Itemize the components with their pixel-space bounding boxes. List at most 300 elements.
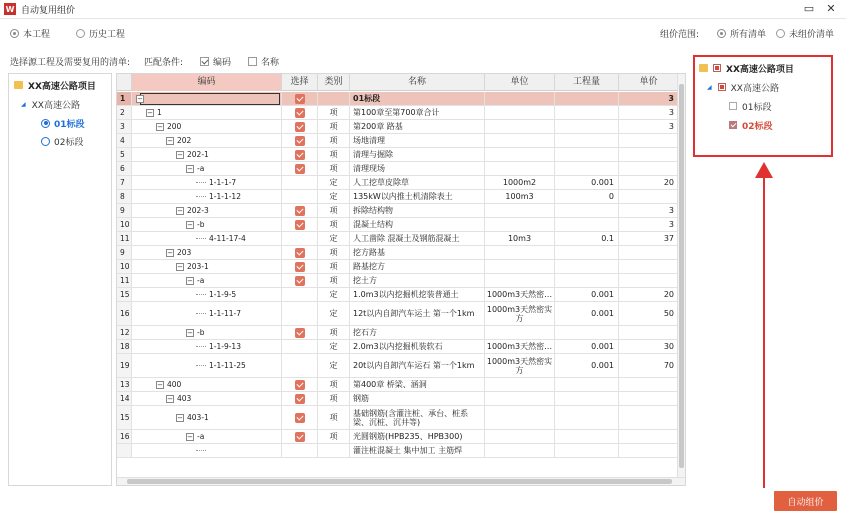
header-code[interactable]: 编码 <box>132 74 282 91</box>
collapse-toggle-icon[interactable]: − <box>157 380 163 389</box>
row-number: 11 <box>117 274 132 287</box>
code-text: 1-1-11-25 <box>209 361 246 370</box>
select-cell <box>282 354 318 377</box>
collapse-toggle-icon[interactable]: − <box>187 164 193 173</box>
code-text: 203-1 <box>187 262 209 271</box>
unit-price-cell <box>619 134 679 147</box>
radio-label: 本工程 <box>23 29 51 40</box>
unit-price-cell: 20 <box>619 288 679 301</box>
code-text: 400 <box>167 380 182 389</box>
unit-cell: 1000m3天然密… <box>485 340 555 353</box>
select-checkbox-icon[interactable] <box>295 206 305 216</box>
app-logo-icon: W <box>5 4 15 14</box>
cell-selection-outline <box>140 93 280 105</box>
select-cell <box>282 218 318 231</box>
quantity-cell: 0.001 <box>555 302 619 325</box>
unit-cell <box>485 392 555 405</box>
unit-cell <box>485 106 555 119</box>
table-row[interactable] <box>117 232 685 246</box>
code-cell <box>132 162 282 175</box>
unit-price-cell: 3 <box>619 204 679 217</box>
unit-price-cell: 3 <box>619 218 679 231</box>
code-cell <box>132 406 282 429</box>
code-cell <box>132 354 282 377</box>
annotation-arrow-icon <box>752 160 776 490</box>
quantity-cell: 0.001 <box>555 176 619 189</box>
select-checkbox-icon[interactable] <box>295 262 305 272</box>
tree-connector <box>196 294 206 295</box>
select-checkbox-icon[interactable] <box>295 394 305 404</box>
radio-dot-icon <box>717 29 726 38</box>
select-cell <box>282 148 318 161</box>
tree-item-label: 02标段 <box>742 121 773 132</box>
select-checkbox-icon[interactable] <box>295 94 305 104</box>
radio-history-project[interactable] <box>76 27 125 40</box>
code-cell <box>132 392 282 405</box>
target-project-tree <box>693 55 833 157</box>
maximize-button[interactable]: ▭ <box>803 2 815 15</box>
checkbox-icon[interactable] <box>729 121 737 129</box>
unit-price-cell: 50 <box>619 302 679 325</box>
select-cell <box>282 274 318 287</box>
type-cell: 项 <box>318 106 350 119</box>
unit-cell <box>485 430 555 443</box>
select-cell <box>282 340 318 353</box>
name-cell: 混凝土结构 <box>350 218 485 231</box>
vertical-scroll-thumb[interactable] <box>679 84 684 468</box>
select-cell <box>282 106 318 119</box>
select-cell <box>282 92 318 105</box>
type-cell: 项 <box>318 204 350 217</box>
name-cell: 挖土方 <box>350 274 485 287</box>
code-cell <box>132 218 282 231</box>
select-checkbox-icon[interactable] <box>295 164 305 174</box>
tree-connector <box>196 313 206 314</box>
code-text: 200 <box>167 122 182 131</box>
code-text: 403-1 <box>187 413 209 422</box>
unit-cell: 1000m2 <box>485 176 555 189</box>
table-row[interactable] <box>117 392 685 406</box>
auto-price-button[interactable]: 自动组价 <box>774 491 837 511</box>
select-checkbox-icon[interactable] <box>295 328 305 338</box>
quantity-cell <box>555 246 619 259</box>
row-number: 19 <box>117 354 132 377</box>
horizontal-scrollbar[interactable] <box>117 477 685 485</box>
type-cell: 项 <box>318 274 350 287</box>
collapse-toggle-icon[interactable]: − <box>147 108 153 117</box>
select-checkbox-icon[interactable] <box>295 136 305 146</box>
code-cell <box>132 444 282 457</box>
unit-price-cell <box>619 260 679 273</box>
tree-connector <box>196 346 206 347</box>
quantity-cell <box>555 260 619 273</box>
table-row[interactable] <box>117 120 685 134</box>
code-cell <box>132 92 282 105</box>
select-cell <box>282 246 318 259</box>
select-checkbox-icon[interactable] <box>295 108 305 118</box>
quantity-cell <box>555 218 619 231</box>
tree-connector <box>196 182 206 183</box>
code-cell <box>132 106 282 119</box>
header-unit-price[interactable]: 单价 <box>619 74 679 91</box>
row-number <box>117 444 132 457</box>
row-number: 12 <box>117 326 132 339</box>
unit-cell <box>485 162 555 175</box>
type-cell: 项 <box>318 326 350 339</box>
code-text: -b <box>197 220 205 229</box>
unit-cell <box>485 120 555 133</box>
type-cell <box>318 92 350 105</box>
source-project-tree <box>8 73 112 486</box>
collapse-toggle-icon[interactable]: − <box>177 206 183 215</box>
radio-dot-icon <box>41 137 50 146</box>
table-row[interactable] <box>117 406 685 430</box>
name-cell: 人工凿除 混凝土及钢筋混凝土 <box>350 232 485 245</box>
tree-item-project[interactable] <box>14 77 96 93</box>
tree-item-highway[interactable] <box>707 79 779 95</box>
header-quantity[interactable]: 工程量 <box>555 74 619 91</box>
row-number: 15 <box>117 288 132 301</box>
title-bar <box>0 0 846 19</box>
select-checkbox-icon[interactable] <box>295 220 305 230</box>
code-cell <box>132 340 282 353</box>
name-cell: 135kW以内推土机清除表土 <box>350 190 485 203</box>
match-code-checkbox[interactable] <box>200 55 231 68</box>
name-cell: 场地清理 <box>350 134 485 147</box>
unit-price-cell: 37 <box>619 232 679 245</box>
quantity-cell <box>555 162 619 175</box>
radio-dot-icon <box>41 119 50 128</box>
name-cell: 2.0m3以内挖掘机装软石 <box>350 340 485 353</box>
code-cell <box>132 204 282 217</box>
table-row[interactable] <box>117 176 685 190</box>
tree-item-label: 01标段 <box>742 102 772 113</box>
collapse-toggle-icon[interactable]: − <box>187 276 193 285</box>
type-cell: 项 <box>318 120 350 133</box>
tree-item-label: 01标段 <box>54 119 85 130</box>
expand-triangle-icon[interactable]: ◢ <box>707 83 712 91</box>
name-cell: 清理与掘除 <box>350 148 485 161</box>
tree-item-section-01[interactable] <box>41 115 85 131</box>
close-button[interactable]: ✕ <box>826 2 836 15</box>
table-row[interactable] <box>117 288 685 302</box>
code-text: -a <box>197 276 205 285</box>
tree-connector <box>196 196 206 197</box>
select-cell <box>282 260 318 273</box>
collapse-toggle-icon[interactable]: − <box>187 220 193 229</box>
tree-item-label: XX高速公路 <box>31 100 80 111</box>
row-number: 16 <box>117 430 132 443</box>
tree-connector <box>196 238 206 239</box>
code-text: 1-1-9-5 <box>209 290 237 299</box>
unit-cell: 10m3 <box>485 232 555 245</box>
type-cell: 定 <box>318 354 350 377</box>
tree-item-section-02[interactable] <box>729 117 773 133</box>
radio-dot-icon <box>776 29 785 38</box>
code-text: 1-1-11-7 <box>209 309 241 318</box>
select-cell <box>282 288 318 301</box>
tree-connector <box>196 450 206 451</box>
checkbox-icon <box>200 57 209 66</box>
unit-cell <box>485 92 555 105</box>
header-type[interactable]: 类别 <box>318 74 350 91</box>
code-text: -a <box>197 432 205 441</box>
code-cell <box>132 378 282 391</box>
code-text: 202-3 <box>187 206 209 215</box>
name-cell: 光圆钢筋(HPB235、HPB300) <box>350 430 485 443</box>
source-options-bar <box>0 22 846 44</box>
match-name-checkbox[interactable] <box>248 55 279 68</box>
type-cell: 项 <box>318 378 350 391</box>
code-text: -b <box>197 328 205 337</box>
collapse-toggle-icon[interactable]: − <box>167 394 173 403</box>
tree-item-project[interactable] <box>699 60 794 76</box>
unit-cell: 1000m3天然密实方 <box>485 302 555 325</box>
select-checkbox-icon[interactable] <box>295 276 305 286</box>
unit-cell <box>485 260 555 273</box>
select-checkbox-icon[interactable] <box>295 122 305 132</box>
horizontal-scroll-thumb[interactable] <box>127 479 672 484</box>
select-checkbox-icon[interactable] <box>295 380 305 390</box>
header-rownum <box>117 74 132 91</box>
row-number: 11 <box>117 232 132 245</box>
type-cell: 项 <box>318 260 350 273</box>
table-row[interactable] <box>117 246 685 260</box>
select-cell <box>282 392 318 405</box>
unit-cell <box>485 378 555 391</box>
name-cell: 12t以内自卸汽车运土 第一个1km <box>350 302 485 325</box>
price-range-label: 组价范围: <box>660 29 700 40</box>
header-name[interactable]: 名称 <box>350 74 485 91</box>
table-row[interactable] <box>117 430 685 444</box>
checkbox-icon[interactable] <box>713 64 721 72</box>
type-cell: 项 <box>318 148 350 161</box>
type-cell: 定 <box>318 232 350 245</box>
select-checkbox-icon[interactable] <box>295 248 305 258</box>
name-cell: 基础钢筋(含灌注桩、承台、桩系梁、沉桩、沉井等) <box>350 406 485 429</box>
checkbox-label: 编码 <box>213 57 232 68</box>
bill-items-grid <box>116 73 686 486</box>
vertical-scrollbar[interactable] <box>677 74 685 485</box>
collapse-toggle-icon[interactable]: − <box>177 150 183 159</box>
tree-item-highway[interactable] <box>21 96 80 112</box>
unit-price-cell <box>619 406 679 429</box>
quantity-cell: 0 <box>555 190 619 203</box>
type-cell: 项 <box>318 430 350 443</box>
table-row[interactable] <box>117 134 685 148</box>
quantity-cell <box>555 148 619 161</box>
unit-price-cell <box>619 378 679 391</box>
quantity-cell: 0.001 <box>555 340 619 353</box>
quantity-cell <box>555 392 619 405</box>
type-cell: 项 <box>318 406 350 429</box>
select-cell <box>282 190 318 203</box>
unit-price-cell <box>619 148 679 161</box>
tree-item-section-02[interactable] <box>41 133 83 149</box>
select-cell <box>282 134 318 147</box>
unit-cell <box>485 406 555 429</box>
header-select[interactable]: 选择 <box>282 74 318 91</box>
checkbox-icon[interactable] <box>729 102 737 110</box>
table-row[interactable] <box>117 148 685 162</box>
code-cell <box>132 274 282 287</box>
name-cell: 第200章 路基 <box>350 120 485 133</box>
tree-item-label: XX高速公路项目 <box>28 81 96 92</box>
row-number: 14 <box>117 392 132 405</box>
unit-cell <box>485 246 555 259</box>
quantity-cell: 0.001 <box>555 354 619 377</box>
table-row[interactable] <box>117 260 685 274</box>
select-cell <box>282 430 318 443</box>
unit-cell: 1000m3天然密实方 <box>485 354 555 377</box>
collapse-toggle-icon[interactable]: − <box>167 136 173 145</box>
quantity-cell <box>555 204 619 217</box>
table-row[interactable] <box>117 340 685 354</box>
quantity-cell <box>555 430 619 443</box>
select-cell <box>282 444 318 457</box>
quantity-cell <box>555 326 619 339</box>
unit-price-cell <box>619 162 679 175</box>
code-cell <box>132 302 282 325</box>
name-cell: 20t以内自卸汽车运石 第一个1km <box>350 354 485 377</box>
radio-this-project[interactable] <box>10 27 50 40</box>
table-row[interactable] <box>117 354 685 378</box>
code-cell <box>132 176 282 189</box>
quantity-cell <box>555 134 619 147</box>
quantity-cell <box>555 92 619 105</box>
checkbox-label: 名称 <box>261 57 280 68</box>
select-cell <box>282 162 318 175</box>
radio-label: 所有清单 <box>730 29 767 40</box>
tree-item-section-01[interactable] <box>729 98 771 114</box>
type-cell: 项 <box>318 162 350 175</box>
name-cell: 1.0m3以内挖掘机挖装普通土 <box>350 288 485 301</box>
name-cell: 第400章 桥梁、涵洞 <box>350 378 485 391</box>
code-cell <box>132 246 282 259</box>
table-row[interactable] <box>117 204 685 218</box>
expand-triangle-icon[interactable]: ◢ <box>21 100 26 108</box>
row-number: 7 <box>117 176 132 189</box>
row-number: 8 <box>117 190 132 203</box>
unit-price-cell <box>619 246 679 259</box>
row-number: 10 <box>117 218 132 231</box>
checkbox-icon <box>248 57 257 66</box>
row-number: 5 <box>117 148 132 161</box>
window-title: 自动复用组价 <box>21 5 76 16</box>
radio-unpriced-items[interactable] <box>776 27 834 40</box>
match-label: 匹配条件: <box>144 57 184 68</box>
table-row[interactable] <box>117 106 685 120</box>
select-cell <box>282 406 318 429</box>
unit-price-cell: 3 <box>619 106 679 119</box>
unit-cell: 1000m3天然密… <box>485 288 555 301</box>
quantity-cell <box>555 378 619 391</box>
select-checkbox-icon[interactable] <box>295 150 305 160</box>
select-cell <box>282 176 318 189</box>
code-cell <box>132 430 282 443</box>
table-row[interactable] <box>117 378 685 392</box>
quantity-cell <box>555 444 619 457</box>
collapse-toggle-icon[interactable]: − <box>137 94 143 103</box>
radio-dot-icon <box>10 29 19 38</box>
code-text: 1 <box>157 108 162 117</box>
name-cell: 挖方路基 <box>350 246 485 259</box>
row-number: 2 <box>117 106 132 119</box>
table-row[interactable] <box>117 92 685 106</box>
code-cell <box>132 120 282 133</box>
code-cell <box>132 148 282 161</box>
select-checkbox-icon[interactable] <box>295 432 305 442</box>
row-number: 13 <box>117 378 132 391</box>
code-text: 4-11-17-4 <box>209 234 246 243</box>
quantity-cell <box>555 274 619 287</box>
unit-cell <box>485 148 555 161</box>
collapse-toggle-icon[interactable]: − <box>187 328 193 337</box>
collapse-toggle-icon[interactable]: − <box>157 122 163 131</box>
name-cell: 挖石方 <box>350 326 485 339</box>
name-cell: 人工挖草皮除草 <box>350 176 485 189</box>
unit-cell <box>485 134 555 147</box>
select-cell <box>282 120 318 133</box>
collapse-toggle-icon[interactable]: − <box>177 262 183 271</box>
code-text: 403 <box>177 394 192 403</box>
collapse-toggle-icon[interactable]: − <box>167 248 173 257</box>
unit-price-cell: 3 <box>619 120 679 133</box>
unit-price-cell <box>619 392 679 405</box>
type-cell: 项 <box>318 134 350 147</box>
name-cell: 钢筋 <box>350 392 485 405</box>
row-number: 16 <box>117 302 132 325</box>
name-cell: 灌注桩混凝土 集中加工 主筋焊 <box>350 444 485 457</box>
code-text: 1-1-1-12 <box>209 192 241 201</box>
row-number: 10 <box>117 260 132 273</box>
filter-prompt: 选择源工程及需要复用的清单: <box>10 57 131 68</box>
type-cell: 项 <box>318 246 350 259</box>
table-row[interactable] <box>117 190 685 204</box>
row-number: 9 <box>117 246 132 259</box>
quantity-cell: 0.001 <box>555 288 619 301</box>
select-cell <box>282 204 318 217</box>
table-row[interactable] <box>117 302 685 326</box>
table-row[interactable] <box>117 274 685 288</box>
row-number: 18 <box>117 340 132 353</box>
table-row[interactable] <box>117 218 685 232</box>
header-unit[interactable]: 单位 <box>485 74 555 91</box>
collapse-toggle-icon[interactable]: − <box>177 413 183 422</box>
table-row[interactable] <box>117 162 685 176</box>
collapse-toggle-icon[interactable]: − <box>187 432 193 441</box>
type-cell <box>318 444 350 457</box>
table-row[interactable] <box>117 326 685 340</box>
row-number: 1 <box>117 92 132 105</box>
quantity-cell <box>555 406 619 429</box>
unit-cell: 100m3 <box>485 190 555 203</box>
folder-icon <box>699 64 708 72</box>
name-cell: 路基挖方 <box>350 260 485 273</box>
table-row[interactable] <box>117 444 685 458</box>
select-checkbox-icon[interactable] <box>295 413 305 423</box>
checkbox-icon[interactable] <box>718 83 726 91</box>
code-text: 203 <box>177 248 192 257</box>
radio-all-items[interactable] <box>717 27 766 40</box>
radio-dot-icon <box>76 29 85 38</box>
quantity-cell <box>555 106 619 119</box>
unit-price-cell <box>619 326 679 339</box>
unit-price-cell: 70 <box>619 354 679 377</box>
unit-price-cell <box>619 444 679 457</box>
code-text: 1-1-9-13 <box>209 342 241 351</box>
tree-item-label: XX高速公路 <box>730 83 779 94</box>
